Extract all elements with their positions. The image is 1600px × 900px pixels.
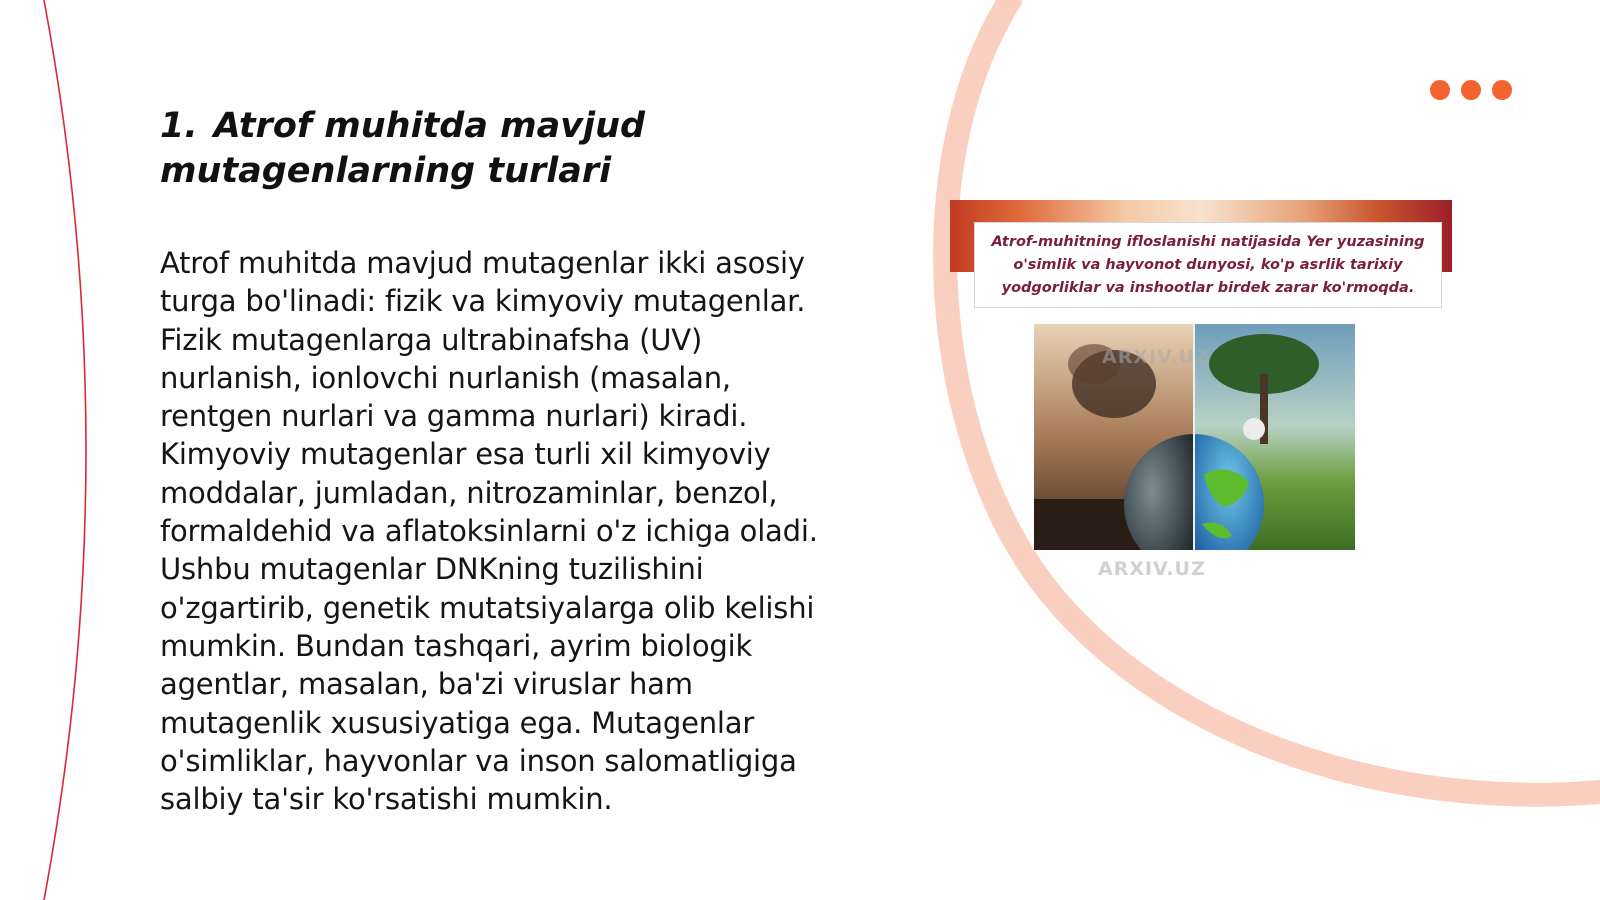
dot-icon [1461, 80, 1481, 100]
slide-title [160, 104, 860, 194]
caption-box [974, 222, 1442, 308]
figure-caption: Atrof-muhitning ifloslanishi natijasida Yer yuzasining o'simlik va hayvonot dunyosi, ko'p asrlik tarixiy yodgorliklar va inshootlar birdek zarar ko'rmoqda. [991, 233, 1425, 296]
dot-icon [1492, 80, 1512, 100]
body-paragraph: Atrof muhitda mavjud mutagenlar ikki asosiy turga bo'linadi: fizik va kimyoviy mutagenlar. Fizik mutagenlarga ultrabinafsha (UV) nurlanish, ionlovchi nurlanish (masalan, rentgen nurlari va gamma nurlari) kiradi. Kimyoviy mutagenlar esa turli xil kimyoviy moddalar, jumladan, nitrozaminlar, benzol, formaldehid va aflatoksinlarni o'z ichiga oladi. Ushbu mutagenlar DNKning tuzilishini o'zgartirib, genetik mutatsiyalarga olib kelishi mumkin. Bundan tashqari, ayrim biologik agentlar, masalan, ba'zi viruslar ham mutagenlik xususiyatiga ega. Mutagenlar o'simliklar, hayvonlar va inson salomatligiga salbiy ta'sir ko'rsatishi mumkin. [160, 246, 818, 817]
dot-icon [1430, 80, 1450, 100]
figure-image [950, 200, 1452, 570]
watermark-top: ARXIV.UZ [1102, 346, 1210, 368]
left-red-curve [44, 0, 86, 900]
menu-dots [1430, 80, 1512, 100]
title-text: Atrof muhitda mavjud mutagenlarning turlari [160, 106, 646, 191]
title-number: 1. [160, 106, 198, 146]
watermark-bottom: ARXIV.UZ [1098, 558, 1206, 580]
